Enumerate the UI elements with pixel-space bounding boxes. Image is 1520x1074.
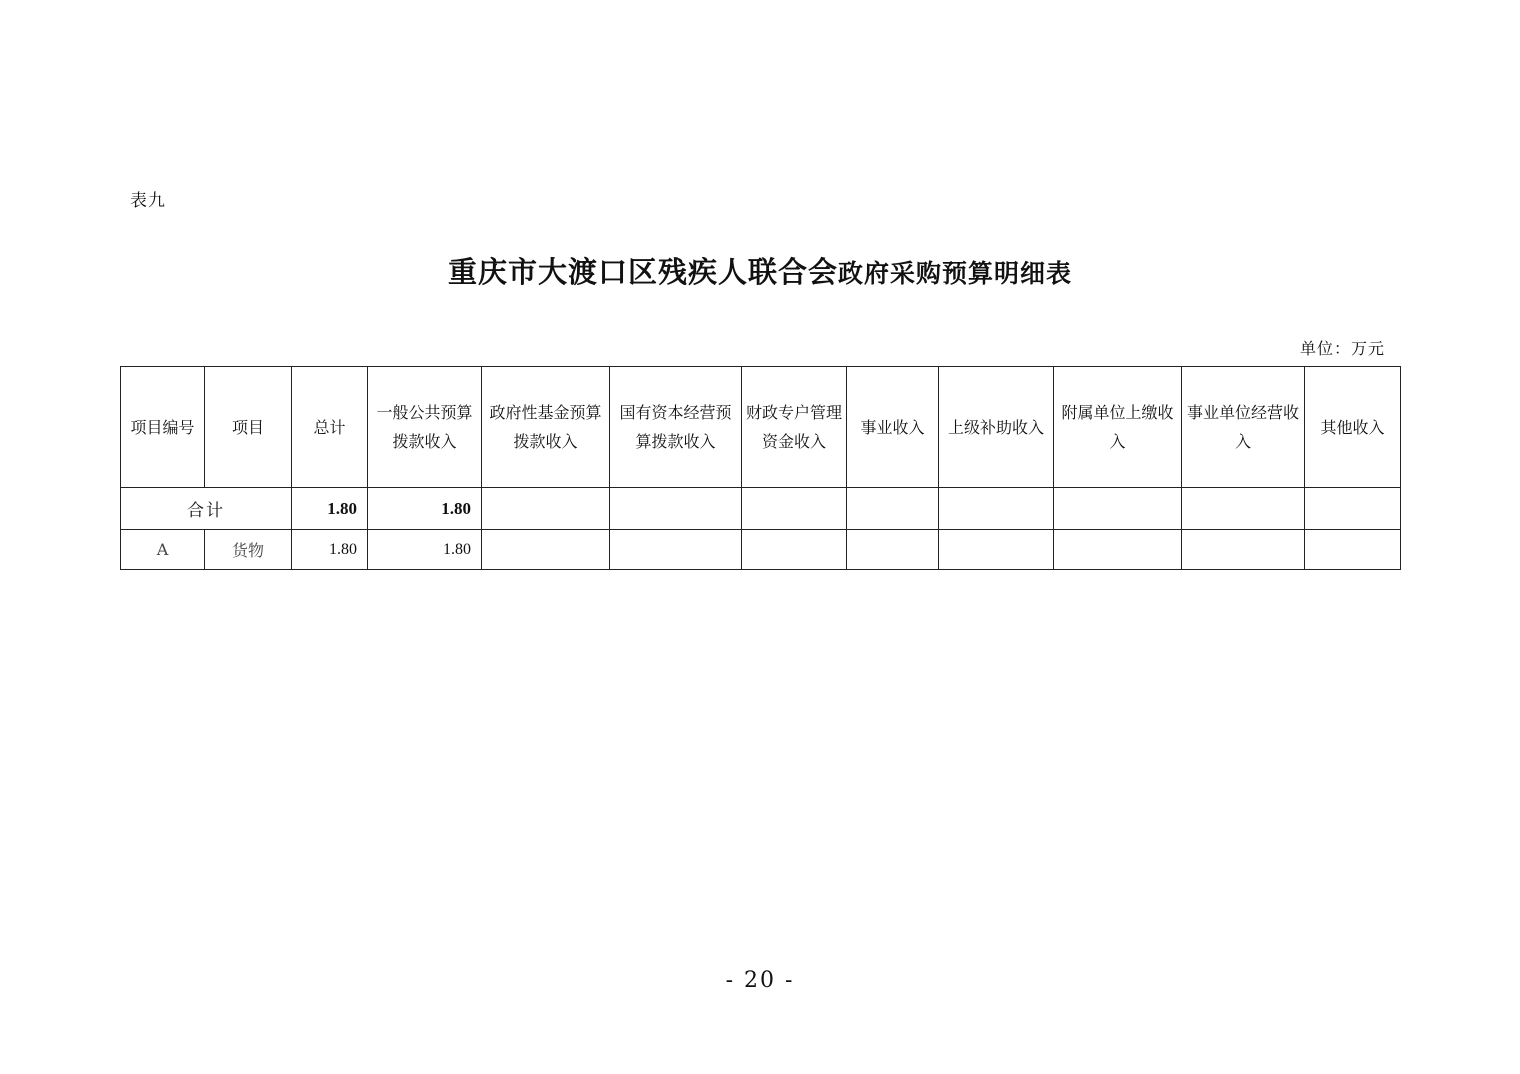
row-general-budget-cell: 1.80 [368, 530, 482, 570]
total-row [121, 488, 1401, 530]
header-affiliate-remit: 附属单位上缴收入 [1054, 367, 1182, 488]
table-row [121, 530, 1401, 570]
table-cell [939, 488, 1054, 530]
header-superior-subsidy: 上级补助收入 [939, 367, 1054, 488]
table-cell [610, 488, 742, 530]
header-operating-income: 事业单位经营收入 [1182, 367, 1305, 488]
document-title [0, 250, 1520, 291]
table-cell [482, 530, 610, 570]
table-cell [847, 530, 939, 570]
header-other-income: 其他收入 [1305, 367, 1401, 488]
header-state-capital: 国有资本经营预算拨款收入 [610, 367, 742, 488]
row-item-cell: 货物 [205, 530, 292, 570]
total-total-cell: 1.80 [292, 488, 368, 530]
header-project: 项目 [205, 367, 292, 488]
total-general-budget-cell: 1.80 [368, 488, 482, 530]
procurement-budget-table [120, 366, 1401, 570]
title-org-name: 重庆市大渡口区残疾人联合会 [447, 255, 838, 289]
table-cell [482, 488, 610, 530]
total-label: 合计 [121, 488, 292, 530]
row-code-cell: A [121, 530, 205, 570]
header-row [121, 367, 1401, 488]
table-cell [742, 530, 847, 570]
table-cell [742, 488, 847, 530]
header-fiscal-account: 财政专户管理资金收入 [742, 367, 847, 488]
header-project-code: 项目编号 [121, 367, 205, 488]
table-cell [1305, 530, 1401, 570]
header-general-budget: 一般公共预算拨款收入 [368, 367, 482, 488]
row-total-cell: 1.80 [292, 530, 368, 570]
table-cell [1054, 488, 1182, 530]
header-gov-fund: 政府性基金预算拨款收入 [482, 367, 610, 488]
table-cell [610, 530, 742, 570]
header-business-income: 事业收入 [847, 367, 939, 488]
header-total: 总计 [292, 367, 368, 488]
page-number: - 20 - [725, 968, 795, 993]
table-cell [1182, 530, 1305, 570]
table-cell [939, 530, 1054, 570]
table-cell [847, 488, 939, 530]
title-table-name: 政府采购预算明细表 [838, 259, 1073, 288]
unit-label: 单位：万元 [1300, 339, 1386, 358]
table-cell [1182, 488, 1305, 530]
table-cell [1054, 530, 1182, 570]
table-label: 表九 [130, 191, 166, 211]
table-cell [1305, 488, 1401, 530]
